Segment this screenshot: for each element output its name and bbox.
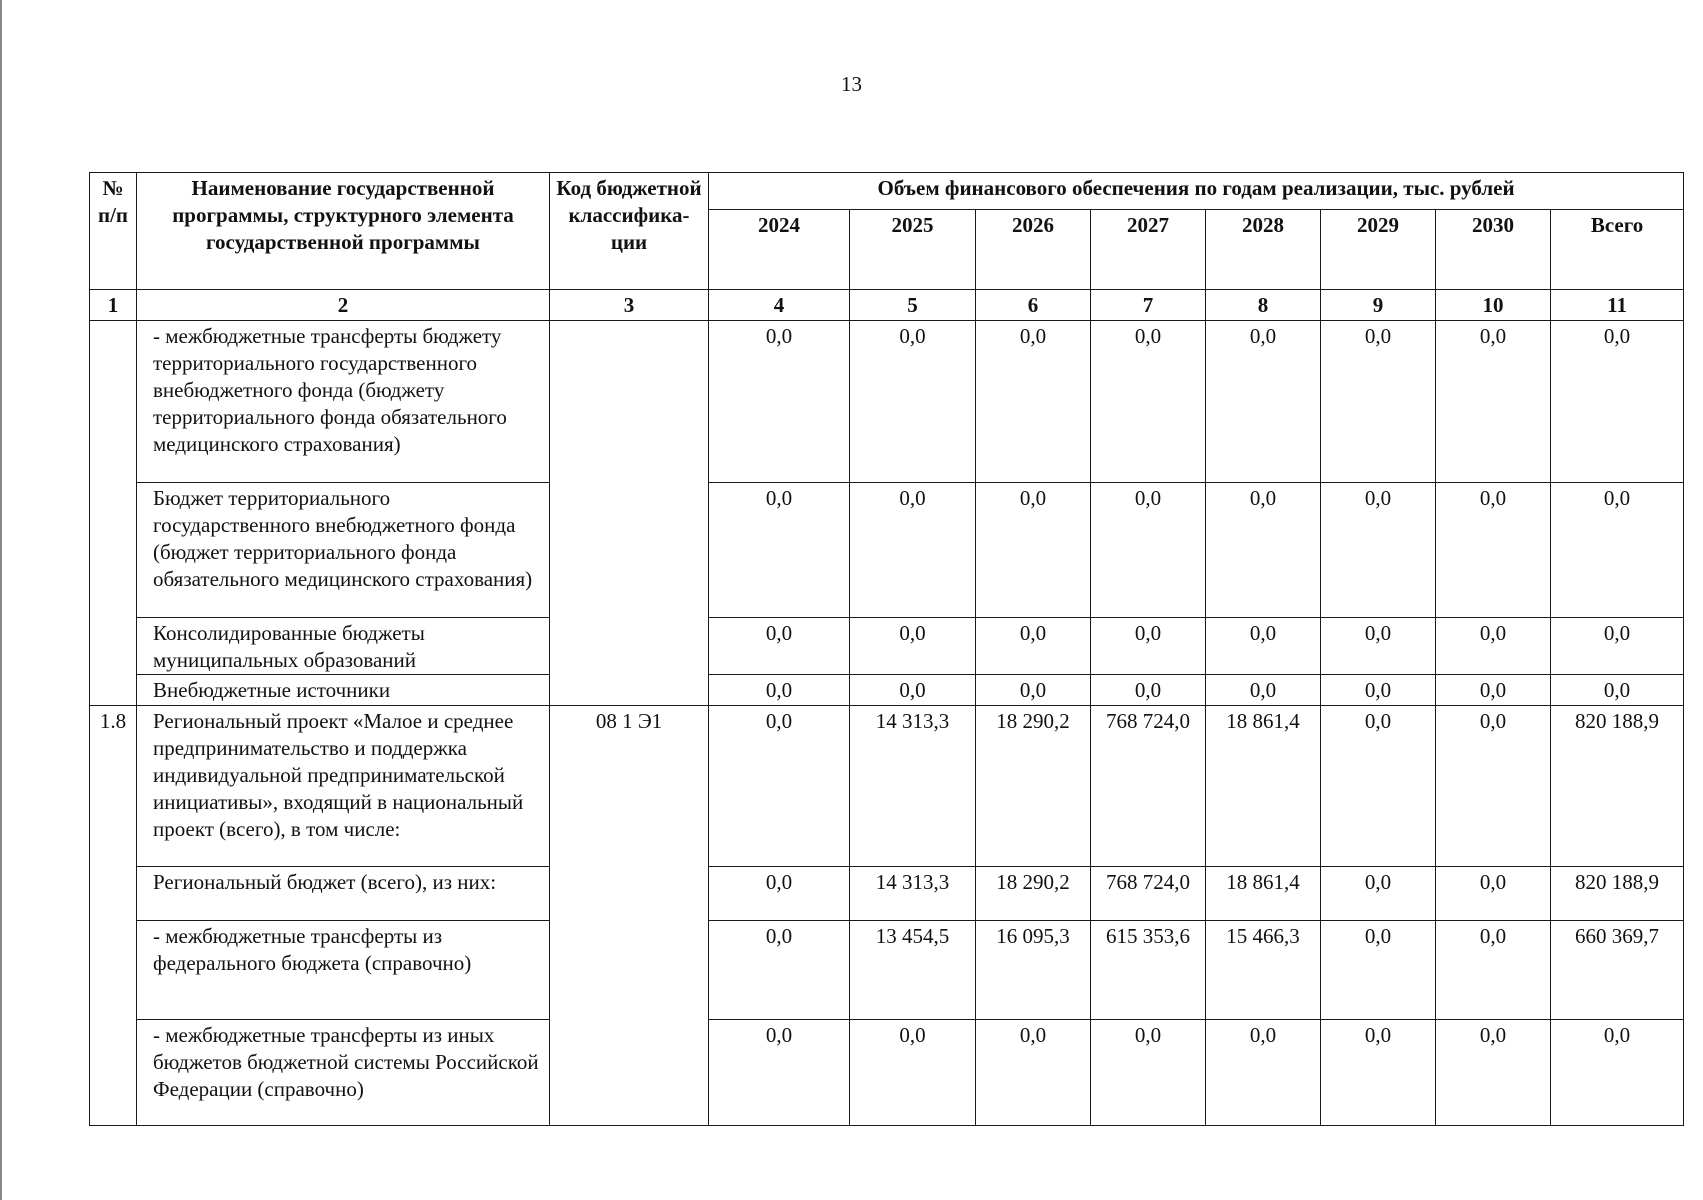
column-number: 5	[850, 290, 976, 321]
value-cell: 0,0	[976, 675, 1091, 706]
value-cell: 0,0	[976, 618, 1091, 675]
column-number: 7	[1091, 290, 1206, 321]
value-cell: 820 188,9	[1551, 706, 1684, 867]
value-cell: 0,0	[1206, 483, 1321, 618]
row-name: Бюджет территориального государственного внебюджетного фонда (бюджет территориального фонда обязательного медицинского страхования)	[137, 483, 550, 618]
value-cell: 0,0	[1321, 706, 1436, 867]
value-cell: 0,0	[1436, 867, 1551, 921]
value-cell: 0,0	[850, 1020, 976, 1126]
value-cell: 0,0	[1436, 921, 1551, 1020]
row-name: Региональный проект «Малое и среднее предпринимательство и поддержка индивидуальной предпринимательской инициативы», входящий в национальный проект (всего), в том числе:	[137, 706, 550, 867]
value-cell: 18 861,4	[1206, 867, 1321, 921]
value-cell: 0,0	[709, 618, 850, 675]
value-cell: 0,0	[1091, 483, 1206, 618]
left-scan-edge	[0, 0, 2, 1200]
column-number: 8	[1206, 290, 1321, 321]
value-cell: 0,0	[1321, 867, 1436, 921]
value-cell: 0,0	[1321, 675, 1436, 706]
value-cell: 0,0	[709, 321, 850, 483]
value-cell: 0,0	[976, 1020, 1091, 1126]
value-cell: 615 353,6	[1091, 921, 1206, 1020]
value-cell: 0,0	[709, 675, 850, 706]
value-cell: 13 454,5	[850, 921, 976, 1020]
value-cell: 0,0	[1321, 921, 1436, 1020]
value-cell: 0,0	[1091, 1020, 1206, 1126]
header-year: 2024	[709, 210, 850, 290]
value-cell: 0,0	[1551, 483, 1684, 618]
value-cell: 0,0	[1206, 675, 1321, 706]
value-cell: 0,0	[1436, 618, 1551, 675]
row-number-cell	[90, 321, 137, 706]
column-number: 3	[550, 290, 709, 321]
value-cell: 15 466,3	[1206, 921, 1321, 1020]
value-cell: 660 369,7	[1551, 921, 1684, 1020]
value-cell: 0,0	[709, 483, 850, 618]
value-cell: 0,0	[850, 675, 976, 706]
row-code-cell	[550, 321, 709, 706]
row-name: Консолидированные бюджеты муниципальных образований	[137, 618, 550, 675]
value-cell: 0,0	[1436, 675, 1551, 706]
value-cell: 0,0	[976, 483, 1091, 618]
value-cell: 0,0	[1321, 483, 1436, 618]
value-cell: 0,0	[709, 867, 850, 921]
table-row	[90, 483, 1684, 618]
column-number: 1	[90, 290, 137, 321]
header-no: № п/п	[90, 173, 137, 290]
column-number: 10	[1436, 290, 1551, 321]
value-cell: 0,0	[1091, 675, 1206, 706]
value-cell: 0,0	[1321, 618, 1436, 675]
row-name: Региональный бюджет (всего), из них:	[137, 867, 550, 921]
value-cell: 0,0	[850, 483, 976, 618]
value-cell: 0,0	[1551, 1020, 1684, 1126]
table-row	[90, 1020, 1684, 1126]
row-code: 08 1 Э1	[550, 706, 709, 1126]
value-cell: 0,0	[1551, 321, 1684, 483]
value-cell: 16 095,3	[976, 921, 1091, 1020]
header-code: Код бюджетной классифика- ции	[550, 173, 709, 290]
value-cell: 0,0	[1206, 321, 1321, 483]
header-year: 2025	[850, 210, 976, 290]
column-number: 9	[1321, 290, 1436, 321]
value-cell: 0,0	[1206, 618, 1321, 675]
header-name: Наименование государственной программы, структурного элемента государственной программы	[137, 173, 550, 290]
column-number: 2	[137, 290, 550, 321]
value-cell: 18 861,4	[1206, 706, 1321, 867]
row-number: 1.8	[90, 706, 137, 1126]
value-cell: 0,0	[709, 1020, 850, 1126]
value-cell: 0,0	[976, 321, 1091, 483]
value-cell: 0,0	[1436, 483, 1551, 618]
financing-table	[89, 172, 1684, 1126]
value-cell: 18 290,2	[976, 706, 1091, 867]
value-cell: 0,0	[850, 321, 976, 483]
column-number: 4	[709, 290, 850, 321]
column-number: 6	[976, 290, 1091, 321]
header-volume: Объем финансового обеспечения по годам реализации, тыс. рублей	[709, 173, 1684, 210]
value-cell: 0,0	[1436, 706, 1551, 867]
value-cell: 0,0	[1091, 321, 1206, 483]
header-year: 2030	[1436, 210, 1551, 290]
table-row	[90, 867, 1684, 921]
value-cell: 0,0	[1551, 618, 1684, 675]
row-name: - межбюджетные трансферты из иных бюджетов бюджетной системы Российской Федерации (справочно)	[137, 1020, 550, 1126]
table-row	[90, 921, 1684, 1020]
value-cell: 0,0	[1321, 1020, 1436, 1126]
value-cell: 0,0	[1321, 321, 1436, 483]
value-cell: 0,0	[850, 618, 976, 675]
table-row	[90, 706, 1684, 867]
table-row	[90, 321, 1684, 483]
value-cell: 0,0	[1436, 1020, 1551, 1126]
header-total: Всего	[1551, 210, 1684, 290]
value-cell: 768 724,0	[1091, 706, 1206, 867]
value-cell: 820 188,9	[1551, 867, 1684, 921]
value-cell: 0,0	[1206, 1020, 1321, 1126]
value-cell: 0,0	[1091, 618, 1206, 675]
value-cell: 0,0	[1436, 321, 1551, 483]
value-cell: 18 290,2	[976, 867, 1091, 921]
header-year: 2028	[1206, 210, 1321, 290]
value-cell: 768 724,0	[1091, 867, 1206, 921]
value-cell: 0,0	[709, 921, 850, 1020]
row-name: Внебюджетные источники	[137, 675, 550, 706]
header-year: 2026	[976, 210, 1091, 290]
page-number: 13	[841, 72, 862, 96]
table-row	[90, 675, 1684, 706]
table-row	[90, 618, 1684, 675]
value-cell: 14 313,3	[850, 706, 976, 867]
header-year: 2027	[1091, 210, 1206, 290]
value-cell: 14 313,3	[850, 867, 976, 921]
column-number: 11	[1551, 290, 1684, 321]
header-year: 2029	[1321, 210, 1436, 290]
value-cell: 0,0	[1551, 675, 1684, 706]
value-cell: 0,0	[709, 706, 850, 867]
row-name: - межбюджетные трансферты бюджету территориального государственного внебюджетного фонда (бюджету территориального фонда обязательного медицинского страхования)	[137, 321, 550, 483]
row-name: - межбюджетные трансферты из федерального бюджета (справочно)	[137, 921, 550, 1020]
